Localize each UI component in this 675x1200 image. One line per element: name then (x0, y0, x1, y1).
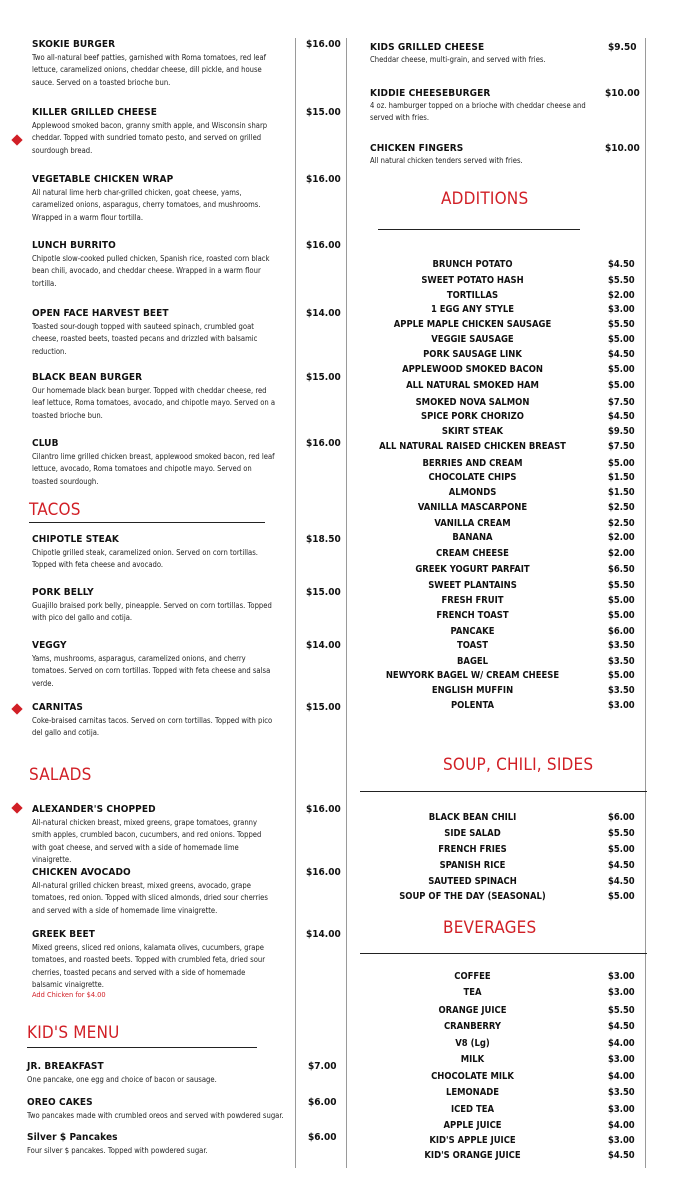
list-item-name: ALMONDS (448, 487, 497, 498)
list-item-price: $3.00 (608, 1104, 635, 1115)
list-item-price: $4.50 (608, 876, 635, 887)
signature-diamond-icon (11, 703, 22, 714)
list-item-name: ALL NATURAL SMOKED HAM (406, 380, 539, 391)
list-item-price: $3.50 (608, 685, 635, 696)
list-item-name: NEWYORK BAGEL W/ CREAM CHEESE (385, 670, 560, 681)
list-item-name: SWEET PLANTAINS (428, 580, 517, 591)
list-item-name: CRANBERRY (443, 1021, 502, 1032)
list-item-price: $5.00 (608, 458, 635, 469)
list-item-price: $4.50 (608, 349, 635, 360)
list-item-price: $5.50 (608, 275, 635, 286)
list-item-price: $3.00 (608, 1054, 635, 1065)
list-item-name: VANILLA CREAM (434, 518, 511, 529)
list-item-name: VANILLA MASCARPONE (417, 502, 528, 513)
menu-item-description: All-natural grilled chicken breast, mixed greens, avocado, grape tomatoes, red onion. Topped with sliced almonds, dried sour cherries and served with a side of homemade lime vinaigrette. (32, 881, 268, 915)
menu-item-description: Cilantro lime grilled chicken breast, applewood smoked bacon, red leaf lettuce, avocado, Roma tomatoes and chipotle mayo. Served on toasted sourdough. (32, 452, 275, 486)
list-item-price: $4.50 (608, 259, 635, 270)
list-item-name: FRESH FRUIT (441, 595, 504, 606)
menu-item-description: Chipotle slow-cooked pulled chicken, Spanish rice, roasted corn black bean chili, avocado, and cheddar cheese. Wrapped in a warm flour tortilla. (32, 254, 270, 288)
menu-item-description: Applewood smoked bacon, granny smith apple, and Wisconsin sharp cheddar. Topped with sundried tomato pesto, and served on grilled sourdough bread. (32, 121, 268, 155)
menu-item-name: KIDS GRILLED CHEESE (370, 42, 485, 53)
menu-item-name: ALEXANDER'S CHOPPED (32, 804, 156, 815)
menu-item-price: $16.00 (306, 804, 341, 815)
section-rule-kids-menu (27, 1047, 257, 1048)
list-item-price: $7.50 (608, 397, 635, 408)
list-item-price: $1.50 (608, 472, 635, 483)
list-item-price: $3.00 (608, 700, 635, 711)
menu-item-name: BLACK BEAN BURGER (32, 372, 143, 383)
list-item-price: $2.00 (608, 548, 635, 559)
column-divider-left (295, 38, 296, 1168)
list-item-price: $6.50 (608, 564, 635, 575)
list-item-price: $6.00 (608, 812, 635, 823)
list-item-name: PANCAKE (450, 626, 495, 637)
menu-item-description: Guajillo braised pork belly, pineapple. Served on corn tortillas. Topped with pico del gallo and cotija. (32, 601, 272, 623)
menu-item-description: 4 oz. hamburger topped on a brioche with cheddar cheese and served with fries. (370, 101, 586, 123)
menu-item-price: $16.00 (306, 174, 341, 185)
menu-item-description: Yams, mushrooms, asparagus, caramelized onions, and cherry tomatoes. Served on corn tortillas. Topped with feta cheese and salsa verde. (32, 654, 271, 688)
list-item-name: COFFEE (454, 971, 491, 982)
list-item-price: $3.50 (608, 1087, 635, 1098)
list-item-price: $5.00 (608, 610, 635, 621)
menu-item-name: CHICKEN AVOCADO (32, 867, 131, 878)
list-item-name: LEMONADE (445, 1087, 500, 1098)
list-item-price: $5.00 (608, 891, 635, 902)
menu-item-price: $15.00 (306, 587, 341, 598)
list-item-name: SWEET POTATO HASH (421, 275, 524, 286)
list-item-name: SMOKED NOVA SALMON (415, 397, 530, 408)
menu-item-name: VEGETABLE CHICKEN WRAP (32, 174, 174, 185)
list-item-name: BERRIES AND CREAM (422, 458, 523, 469)
list-item-name: MILK (460, 1054, 485, 1065)
menu-item-name: OPEN FACE HARVEST BEET (32, 308, 169, 319)
list-item-price: $2.00 (608, 532, 635, 543)
menu-item-name: CHICKEN FINGERS (370, 143, 464, 154)
list-item-name: SIDE SALAD (444, 828, 501, 839)
menu-item-price: $9.50 (608, 42, 637, 53)
list-item-name: ORANGE JUICE (438, 1005, 507, 1016)
list-item-name: BRUNCH POTATO (432, 259, 513, 270)
menu-item-price: $10.00 (605, 143, 640, 154)
column-divider-middle (346, 38, 347, 1168)
menu-item-price: $16.00 (306, 39, 341, 50)
list-item-price: $3.00 (608, 304, 635, 315)
menu-item-price: $16.00 (306, 438, 341, 449)
menu-item-price: $10.00 (605, 88, 640, 99)
menu-item-name: CLUB (32, 438, 59, 449)
section-title-tacos: TACOS (29, 500, 81, 520)
list-item-price: $5.50 (608, 580, 635, 591)
menu-item-description: Cheddar cheese, multi-grain, and served with fries. (370, 55, 546, 64)
list-item-name: POLENTA (450, 700, 495, 711)
section-title-additions: ADDITIONS (441, 189, 529, 209)
add-chicken-note: Add Chicken for $4.00 (32, 990, 106, 999)
menu-item-description: Chipotle grilled steak, caramelized onion. Served on corn tortillas. Topped with feta cheese and avocado. (32, 548, 258, 570)
menu-item-description: One pancake, one egg and choice of bacon or sausage. (27, 1075, 217, 1084)
list-item-name: KID'S APPLE JUICE (429, 1135, 516, 1146)
signature-diamond-icon (11, 134, 22, 145)
menu-item-price: $6.00 (308, 1132, 337, 1143)
menu-item-price: $14.00 (306, 308, 341, 319)
menu-item-price: $14.00 (306, 929, 341, 940)
section-rule-beverages (360, 953, 647, 954)
list-item-price: $9.50 (608, 426, 635, 437)
list-item-name: SOUP OF THE DAY (SEASONAL) (399, 891, 546, 902)
list-item-name: TEA (463, 987, 482, 998)
list-item-name: SKIRT STEAK (441, 426, 504, 437)
menu-item-description: Two pancakes made with crumbled oreos and served with powdered sugar. (27, 1111, 284, 1120)
list-item-name: CHOCOLATE CHIPS (428, 472, 517, 483)
list-item-price: $4.00 (608, 1038, 635, 1049)
menu-item-name: VEGGY (32, 640, 67, 651)
list-item-price: $5.00 (608, 670, 635, 681)
menu-item-price: $14.00 (306, 640, 341, 651)
list-item-price: $4.50 (608, 1150, 635, 1161)
menu-item-price: $6.00 (308, 1097, 337, 1108)
list-item-name: PORK SAUSAGE LINK (423, 349, 522, 360)
menu-item-name: PORK BELLY (32, 587, 94, 598)
list-item-price: $3.00 (608, 987, 635, 998)
list-item-name: ICED TEA (450, 1104, 495, 1115)
menu-item-name: LUNCH BURRITO (32, 240, 116, 251)
list-item-price: $7.50 (608, 441, 635, 452)
menu-item-name: OREO CAKES (27, 1097, 93, 1108)
list-item-name: SPICE PORK CHORIZO (421, 411, 524, 422)
list-item-price: $5.00 (608, 595, 635, 606)
list-item-price: $1.50 (608, 487, 635, 498)
list-item-name: BLACK BEAN CHILI (428, 812, 517, 823)
list-item-price: $4.50 (608, 411, 635, 422)
menu-item-name: KILLER GRILLED CHEESE (32, 107, 158, 118)
menu-item-name: SKOKIE BURGER (32, 39, 116, 50)
section-rule-soup (360, 791, 647, 792)
menu-item-name: Silver $ Pancakes (27, 1132, 118, 1143)
list-item-price: $4.50 (608, 1021, 635, 1032)
menu-item-name: CHIPOTLE STEAK (32, 534, 119, 545)
menu-item-description: Our homemade black bean burger. Topped with cheddar cheese, red leaf lettuce, Roma tomatoes, avocado, and chipotle mayo. Served on a toasted brioche bun. (32, 386, 276, 420)
list-item-price: $4.50 (608, 860, 635, 871)
menu-item-description: Two all-natural beef patties, garnished with Roma tomatoes, red leaf lettuce, caramelized onions, cheddar cheese, dill pickle, and house sauce. Served on a toasted brioche bun. (32, 53, 267, 87)
list-item-price: $6.00 (608, 626, 635, 637)
list-item-price: $3.50 (608, 640, 635, 651)
list-item-name: V8 (Lg) (455, 1038, 490, 1049)
menu-item-price: $16.00 (306, 240, 341, 251)
menu-item-price: $18.50 (306, 534, 341, 545)
list-item-name: APPLEWOOD SMOKED BACON (402, 364, 543, 375)
list-item-name: GREEK YOGURT PARFAIT (415, 564, 530, 575)
list-item-price: $2.50 (608, 518, 635, 529)
list-item-name: TOAST (456, 640, 489, 651)
column-divider-right (645, 38, 646, 1168)
section-title-soup: SOUP, CHILI, SIDES (443, 755, 594, 775)
list-item-name: SAUTEED SPINACH (428, 876, 517, 887)
list-item-name: VEGGIE SAUSAGE (431, 334, 514, 345)
menu-item-description: All-natural chicken breast, mixed greens, grape tomatoes, granny smith apples, crumbled bacon, cucumbers, and red onions. Topped with goat cheese, and served with a side of homemade lime vinaigrette. (32, 818, 262, 865)
menu-item-description: All natural lime herb char-grilled chicken, goat cheese, yams, caramelized onions, asparagus, cherry tomatoes, and mushrooms. Wrapped in a warm flour tortilla. (32, 188, 261, 222)
list-item-price: $5.50 (608, 1005, 635, 1016)
list-item-name: ENGLISH MUFFIN (431, 685, 514, 696)
menu-item-name: GREEK BEET (32, 929, 95, 940)
list-item-name: ALL NATURAL RAISED CHICKEN BREAST (379, 441, 566, 452)
list-item-price: $5.00 (608, 844, 635, 855)
menu-item-name: JR. BREAKFAST (27, 1061, 104, 1072)
list-item-price: $5.00 (608, 334, 635, 345)
list-item-price: $5.00 (608, 380, 635, 391)
menu-item-price: $16.00 (306, 867, 341, 878)
menu-item-description: Four silver $ pancakes. Topped with powdered sugar. (27, 1146, 208, 1155)
list-item-name: BAGEL (456, 656, 488, 667)
list-item-name: APPLE MAPLE CHICKEN SAUSAGE (393, 319, 552, 330)
list-item-price: $5.00 (608, 364, 635, 375)
menu-item-name: KIDDIE CHEESEBURGER (370, 88, 491, 99)
menu-item-description: Coke-braised carnitas tacos. Served on corn tortillas. Topped with pico del gallo and cotija. (32, 716, 273, 738)
menu-item-description: Toasted sour-dough topped with sauteed spinach, crumbled goat cheese, roasted beets, toasted pecans and drizzled with balsamic reduction. (32, 322, 258, 356)
list-item-name: TORTILLAS (446, 290, 499, 301)
list-item-price: $2.50 (608, 502, 635, 513)
list-item-price: $4.00 (608, 1120, 635, 1131)
section-rule-additions (378, 229, 580, 230)
list-item-name: CHOCOLATE MILK (431, 1071, 514, 1082)
list-item-price: $2.00 (608, 290, 635, 301)
list-item-price: $3.50 (608, 656, 635, 667)
section-title-beverages: BEVERAGES (443, 918, 537, 938)
list-item-name: BANANA (452, 532, 493, 543)
list-item-name: FRENCH FRIES (438, 844, 507, 855)
list-item-name: 1 EGG ANY STYLE (430, 304, 515, 315)
menu-item-description: Mixed greens, sliced red onions, kalamata olives, cucumbers, grape tomatoes, and roasted beets. Topped with crumbled feta, dried sour cherries, toasted pecans and served with a side of homemade balsamic vinaigrette. (32, 943, 266, 990)
list-item-price: $3.00 (608, 1135, 635, 1146)
menu-item-description: All natural chicken tenders served with fries. (370, 156, 523, 165)
menu-item-price: $15.00 (306, 372, 341, 383)
menu-item-price: $15.00 (306, 107, 341, 118)
menu-item-price: $15.00 (306, 702, 341, 713)
section-title-kids-menu: KID'S MENU (27, 1023, 120, 1043)
section-title-salads: SALADS (29, 765, 92, 785)
list-item-price: $5.50 (608, 319, 635, 330)
list-item-price: $5.50 (608, 828, 635, 839)
section-rule-tacos (29, 522, 265, 523)
list-item-price: $4.00 (608, 1071, 635, 1082)
list-item-name: CREAM CHEESE (436, 548, 509, 559)
menu-item-price: $7.00 (308, 1061, 337, 1072)
signature-diamond-icon (11, 802, 22, 813)
list-item-name: KID'S ORANGE JUICE (424, 1150, 521, 1161)
list-item-name: SPANISH RICE (439, 860, 506, 871)
list-item-price: $3.00 (608, 971, 635, 982)
menu-item-name: CARNITAS (32, 702, 83, 713)
list-item-name: APPLE JUICE (443, 1120, 502, 1131)
list-item-name: FRENCH TOAST (436, 610, 509, 621)
